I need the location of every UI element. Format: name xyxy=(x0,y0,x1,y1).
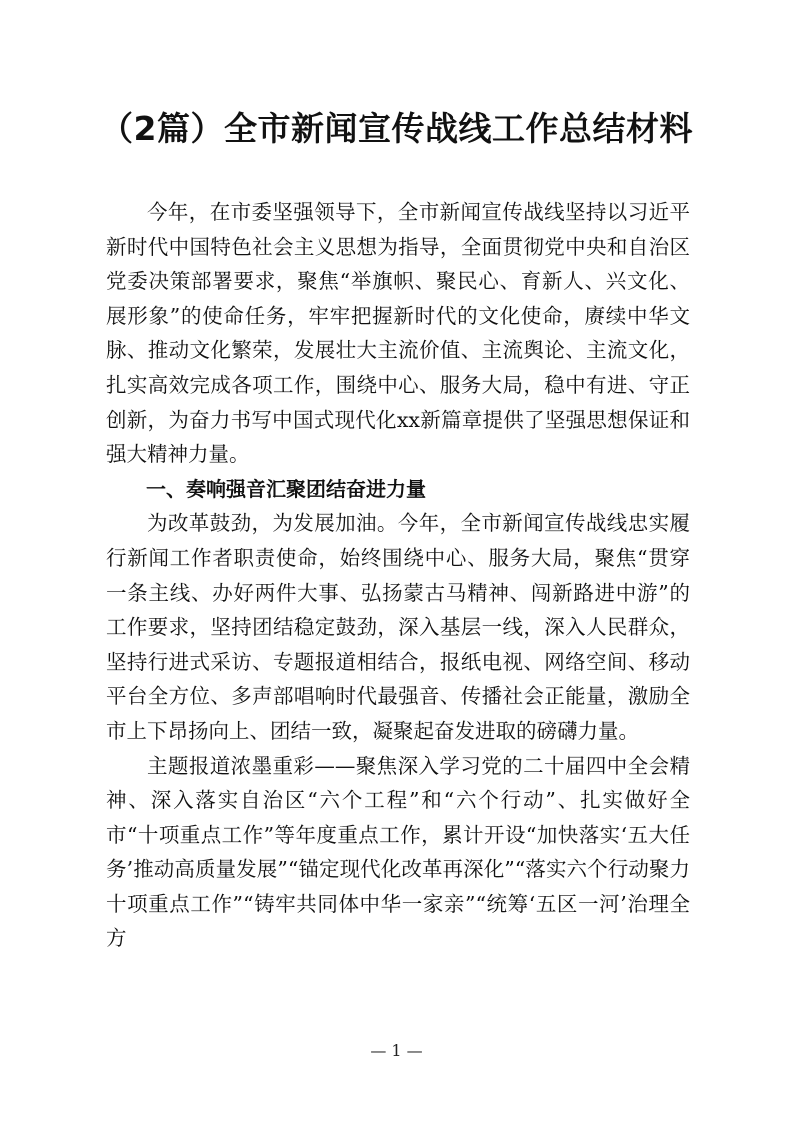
section-paragraph-1: 为改革鼓劲，为发展加油。今年，全市新闻宣传战线忠实履行新闻工作者职责使命，始终围绕中心、服务大局，聚焦“贯穿一条主线、办好两件大事、弘扬蒙古马精神、闯新路进中游”的工作要求，坚持团结稳定鼓劲，深入基层一线，深入人民群众，坚持行进式采访、专题报道相结合，报纸电视、网络空间、移动平台全方位、多声部唱响时代最强音、传播社会正能量，激励全市上下昂扬向上、团结一致，凝聚起奋发进取的磅礴力量。 xyxy=(106,511,690,743)
section-heading: 一、奏响强音汇聚团结奋进力量 xyxy=(146,476,426,501)
section-paragraph-2: 主题报道浓墨重彩——聚焦深入学习党的二十届四中全会精神、深入落实自治区“六个工程”和“六个行动”、扎实做好全市“十项重点工作”等年度重点工作，累计开设“加快落实‘五大任务’推动高质量发展”“锚定现代化改革再深化”“落实六个行动聚力十项重点工作”“铸牢共同体中华一家亲”“统筹‘五区一河’治理全方 xyxy=(106,753,690,951)
document-title: （2篇）全市新闻宣传战线工作总结材料 xyxy=(100,109,693,148)
document-body xyxy=(106,195,690,956)
page-number: — 1 — xyxy=(370,1041,423,1060)
intro-paragraph: 今年，在市委坚强领导下，全市新闻宣传战线坚持以习近平新时代中国特色社会主义思想为指导，全面贯彻党中央和自治区党委决策部署要求，聚焦“举旗帜、聚民心、育新人、兴文化、展形象”的使命任务，牢牢把握新时代的文化使命，赓续中华文脉、推动文化繁荣，发展壮大主流价值、主流舆论、主流文化，扎实高效完成各项工作，围绕中心、服务大局，稳中有进、守正创新，为奋力书写中国式现代化xx新篇章提供了坚强思想保证和强大精神力量。 xyxy=(106,200,690,467)
